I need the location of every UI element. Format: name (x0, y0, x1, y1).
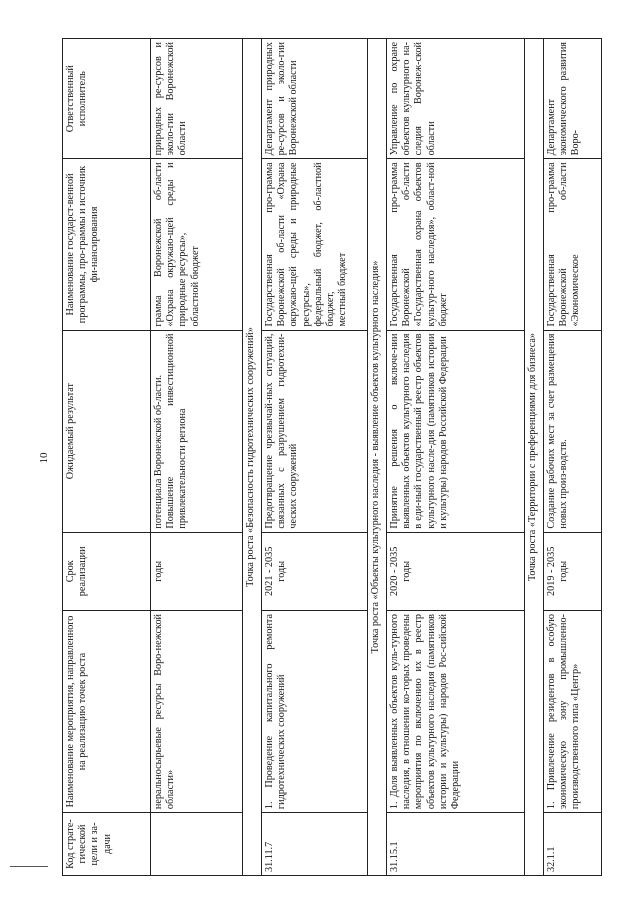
header-term: Срок реализации (63, 532, 151, 610)
row-result: Предотвращение чрезвычай-ных ситуаций, связанных с разрушением гидротехни-ческих сооружений (262, 330, 368, 532)
row-result (151, 330, 243, 532)
section-row (243, 39, 262, 876)
row-result: Создание рабочих мест за счет размещения новых произ-водств. (544, 330, 602, 532)
section-title: Точка роста «Территории с преференциями для бизнеса» (525, 39, 544, 876)
row-term: 2019 - 2035 годы (544, 532, 602, 610)
row-code: 32.1.1 (544, 813, 602, 876)
row-program-line: местный бюджет (337, 252, 349, 327)
section-title: Точка роста «Объекты культурного наследия - выявление объектов культурного наследия» (368, 39, 387, 876)
row-program-line: федеральный бюджет, об-ластной бюджет, (312, 162, 337, 327)
section-row (368, 39, 387, 876)
header-row (63, 39, 151, 876)
row-result: Принятие решения о включе-нии выявленных объектов культурного наследия в еди-ный государственный реестр объектов культурного насле-дия (памятников истории и культуры) народов Российской Федерации (387, 330, 525, 532)
row-result-line: Повышение инвестиционной привлекательности региона (165, 333, 189, 529)
row-term: годы (151, 532, 243, 610)
row-code (151, 813, 243, 876)
row-program-line: грамма Воронежской об-ласти «Охрана окружаю-щей среды и природные ресурсы», (153, 162, 189, 327)
row-term: 2020 - 2035 годы (387, 532, 525, 610)
row-measure: 1. Привлечение резидентов в особую экономическую зону промышленно-производственного типа «Центр» (544, 611, 602, 813)
row-term: 2021 - 2035 годы (262, 532, 368, 610)
rotated-table-container (62, 38, 602, 876)
row-responsible: Департамент экономического развития Воро- (544, 39, 602, 159)
header-code: Код страте-гической цели и за-дачи (63, 813, 151, 876)
row-responsible: природных ре-сурсов и эколо-гии Воронежской области (151, 39, 243, 159)
row-responsible: Управление по охране объектов культурного на-следия Воронеж-ской области (387, 39, 525, 159)
header-measure: Наименование мероприятия, направленного на реализацию точек роста (63, 611, 151, 813)
row-program (151, 159, 243, 330)
row-code: 31.15.1 (387, 813, 525, 876)
row-measure: неральносырьевые ресурсы Воро-нежской области» (151, 611, 243, 813)
table-row (387, 39, 525, 876)
row-program-line: Государственная про-грамма Воронежской об-ласти «Государственная охрана объектов культур-ного наследия», област-ной бюджет (389, 162, 449, 327)
scan-artifact-line (10, 866, 48, 867)
table-row (262, 39, 368, 876)
row-result-line: потенциала Воронежской об-ласти. (153, 374, 164, 529)
section-row (525, 39, 544, 876)
header-result: Ожидаемый результат (63, 330, 151, 532)
row-program (544, 159, 602, 330)
header-program: Наименование государст-венной программы, про-граммы и источник фи-нансирования (63, 159, 151, 330)
section-title: Точка роста «Безопасность гидротехнических сооружений» (243, 39, 262, 876)
row-responsible: Департамент природных ре-сурсов и эколо-гии Воронежской области (262, 39, 368, 159)
row-measure: 1. Проведение капитального ремонта гидротехнических сооружений (262, 611, 368, 813)
row-program-line: Государственная про-грамма Воронежской об-ласти «Экономическое (546, 162, 582, 327)
row-program-line: областной бюджет (189, 246, 201, 327)
table-row (544, 39, 602, 876)
row-measure: 1. Доля выявленных объектов куль-турного наследия, в отношении ко-торых проведены мероприятия по включению их в реестр объектов культурного наследия (памятников истории и культуры) народов Рос-сийской Федерации (387, 611, 525, 813)
page-number: 10 (38, 452, 50, 464)
row-program-line: Государственная про-грамма Воронежской об-ласти «Охрана окружаю-щей среды и природные ресурсы», (264, 162, 312, 327)
row-program (387, 159, 525, 330)
row-program (262, 159, 368, 330)
measures-table (62, 38, 602, 876)
row-code: 31.11.7 (262, 813, 368, 876)
table-row (151, 39, 243, 876)
header-responsible: Ответственный исполнитель (63, 39, 151, 159)
